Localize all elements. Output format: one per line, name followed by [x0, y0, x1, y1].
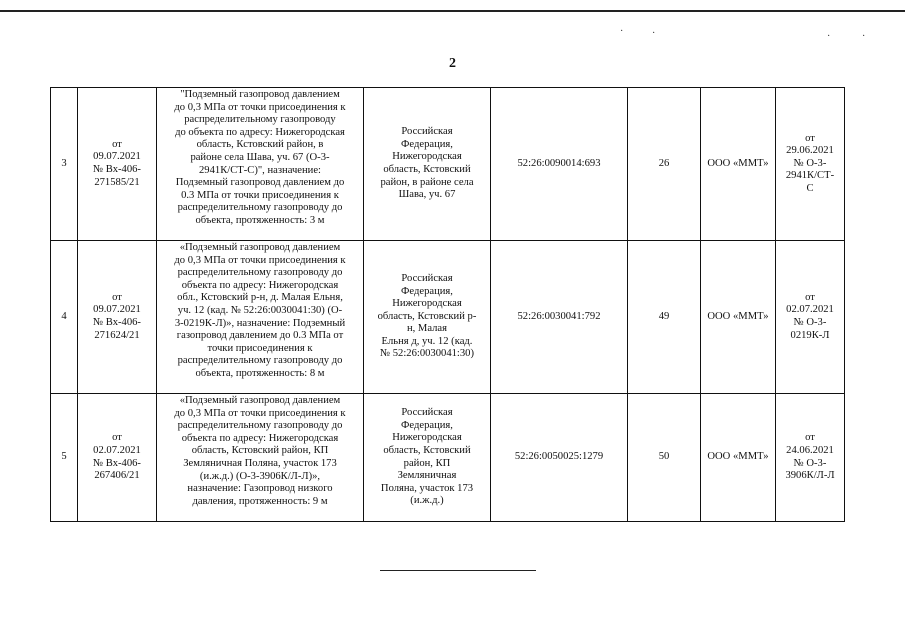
cell-text-line: Земляничная Поляна, участок 173 — [183, 457, 337, 469]
specifications-cell — [776, 394, 845, 522]
cell-text-line: Подземный газопровод давлением до — [175, 177, 345, 189]
cell-text-line: от — [112, 432, 122, 444]
register-table — [50, 87, 845, 522]
cell-text-line: № 52:26:0030041:30) — [380, 348, 474, 360]
cell-text-line: область, Кстовский р- — [377, 310, 477, 322]
cell-text-line: № О-3- — [793, 457, 827, 469]
cell-text-line: 271624/21 — [94, 329, 140, 341]
cell-text-line: н, Малая — [406, 323, 448, 335]
term-cell: 26 — [628, 88, 701, 241]
cell-text-line: 2941К/СТ-С)", назначение: — [199, 164, 321, 176]
cell-text-line: область, Кстовский — [383, 444, 471, 456]
cell-text-line: уч. 12 (кад. № 52:26:0030041:30) (О- — [177, 304, 343, 316]
owner-cell: ООО «ММТ» — [701, 394, 776, 522]
cell-text-line: № О-3- — [793, 157, 827, 169]
cell-text-line: Нижегородская — [392, 151, 462, 163]
table-row — [51, 394, 845, 522]
cell-text-line: Поляна, участок 173 — [380, 482, 474, 494]
cell-text-line: от — [112, 291, 122, 303]
row-number-cell: 3 — [51, 88, 78, 241]
cell-text-line: объекта, протяженность: 8 м — [195, 367, 325, 379]
location-cell — [364, 394, 491, 522]
cell-text-line: 3-0219К-Л)», назначение: Подземный — [174, 317, 346, 329]
cell-text-line: Федерация, — [401, 138, 453, 150]
scan-speck: · — [652, 28, 656, 39]
object-description-cell — [157, 88, 364, 241]
cell-text-line: 02.07.2021 — [786, 304, 834, 316]
cell-text-line: Российская — [401, 272, 453, 284]
owner-cell: ООО «ММТ» — [701, 88, 776, 241]
cell-text-line: 2941К/СТ- — [785, 170, 835, 182]
cell-text-line: от — [805, 432, 815, 444]
table-row — [51, 88, 845, 241]
scan-speck: · — [827, 31, 831, 42]
cadastral-number-cell: 52:26:0050025:1279 — [491, 394, 628, 522]
cell-text-line: давления, протяженность: 9 м — [192, 495, 328, 507]
cell-text-line: 0219К-Л — [790, 329, 830, 341]
cell-text-line: объекта по адресу: Нижегородская — [181, 432, 339, 444]
cell-text-line: распределительному газопроводу до — [177, 355, 343, 367]
cell-text-line: объекта по адресу: Нижегородская — [181, 279, 339, 291]
cell-text-line: 3906К/Л-Л — [785, 470, 835, 482]
cell-text-line: Шава, уч. 67 — [398, 189, 456, 201]
cell-text-line: газопровод давлением до 0.3 МПа от — [176, 330, 344, 342]
cell-text-line: Ельня д, уч. 12 (кад. — [381, 335, 473, 347]
cell-text-line: № Вх-406- — [93, 317, 141, 328]
cell-text-line: до объекта по адресу: Нижегородская — [175, 126, 345, 138]
scan-speck: · — [862, 31, 866, 42]
registration-cell — [78, 241, 157, 394]
owner-cell: ООО «ММТ» — [701, 241, 776, 394]
cell-text-line: от — [112, 138, 122, 150]
cell-text-line: от — [805, 291, 815, 303]
cell-text-line: 24.06.2021 — [786, 444, 834, 456]
cell-text-line: "Подземный газопровод давлением — [180, 89, 340, 100]
location-cell — [364, 88, 491, 241]
object-description-cell — [157, 241, 364, 394]
cell-text-line: 09.07.2021 — [93, 304, 141, 316]
cell-text-line: № Вх-406- — [93, 164, 141, 175]
cell-text-line: № О-3- — [793, 317, 827, 328]
cell-text-line: район, КП — [403, 457, 451, 469]
cell-text-line: 271585/21 — [94, 176, 140, 188]
cell-text-line: до 0,3 МПа от точки присоединения к — [174, 254, 346, 266]
scan-speck: · — [620, 26, 624, 37]
cell-text-line: 02.07.2021 — [93, 444, 141, 456]
specifications-cell — [776, 241, 845, 394]
cell-text-line: объекта, протяженность: 3 м — [195, 214, 325, 226]
table-row — [51, 241, 845, 394]
cell-text-line: распределительному газопроводу до — [177, 202, 343, 214]
footnote-separator-line — [380, 570, 536, 571]
top-border-line — [0, 10, 905, 12]
cell-text-line: Российская — [401, 126, 453, 138]
row-number-cell: 5 — [51, 394, 78, 522]
term-cell: 49 — [628, 241, 701, 394]
cell-text-line: назначение: Газопровод низкого — [187, 483, 333, 495]
location-cell — [364, 241, 491, 394]
cell-text-line: Земляничная — [397, 470, 457, 482]
cell-text-line: до 0,3 МПа от точки присоединения к — [174, 407, 346, 419]
cell-text-line: от — [805, 132, 815, 144]
cell-text-line: 29.06.2021 — [786, 145, 834, 157]
row-number-cell: 4 — [51, 241, 78, 394]
object-description-cell — [157, 394, 364, 522]
specifications-cell — [776, 88, 845, 241]
cell-text-line: 267406/21 — [94, 470, 140, 482]
cell-text-line: № Вх-406- — [93, 457, 141, 469]
cell-text-line: точки присоединения к — [207, 342, 313, 354]
cell-text-line: до 0,3 МПа от точки присоединения к — [174, 101, 346, 113]
cell-text-line: Федерация, — [401, 419, 453, 431]
cell-text-line: область, Кстовский — [383, 164, 471, 175]
cell-text-line: (и.ж.д.) (О-3-3906К/Л-Л)», — [199, 470, 321, 482]
page-number: 2 — [449, 56, 456, 71]
cell-text-line: распределительному газопроводу до — [177, 267, 343, 279]
cadastral-number-cell: 52:26:0030041:792 — [491, 241, 628, 394]
cadastral-number-cell: 52:26:0090014:693 — [491, 88, 628, 241]
cell-text-line: С — [806, 182, 814, 194]
cell-text-line: 09.07.2021 — [93, 151, 141, 163]
term-cell: 50 — [628, 394, 701, 522]
cell-text-line: 0.3 МПа от точки присоединения к — [181, 189, 339, 201]
cell-text-line: обл., Кстовский р-н, д. Малая Ельня, — [177, 292, 343, 304]
cell-text-line: (и.ж.д.) — [410, 495, 444, 507]
cell-text-line: распределительному газопроводу — [184, 114, 336, 126]
cell-text-line: распределительному газопроводу до — [177, 420, 343, 432]
cell-text-line: район, в районе села — [380, 176, 474, 188]
cell-text-line: Федерация, — [401, 285, 453, 297]
cell-text-line: районе села Шава, уч. 67 (О-3- — [190, 151, 330, 163]
cell-text-line: область, Кстовский район, в — [196, 139, 324, 151]
registration-cell — [78, 88, 157, 241]
registration-cell — [78, 394, 157, 522]
cell-text-line: «Подземный газопровод давлением — [179, 242, 341, 253]
cell-text-line: Нижегородская — [392, 432, 462, 444]
cell-text-line: область, Кстовский район, КП — [191, 445, 329, 457]
cell-text-line: Российская — [401, 407, 453, 419]
cell-text-line: «Подземный газопровод давлением — [179, 395, 341, 406]
cell-text-line: Нижегородская — [392, 298, 462, 310]
